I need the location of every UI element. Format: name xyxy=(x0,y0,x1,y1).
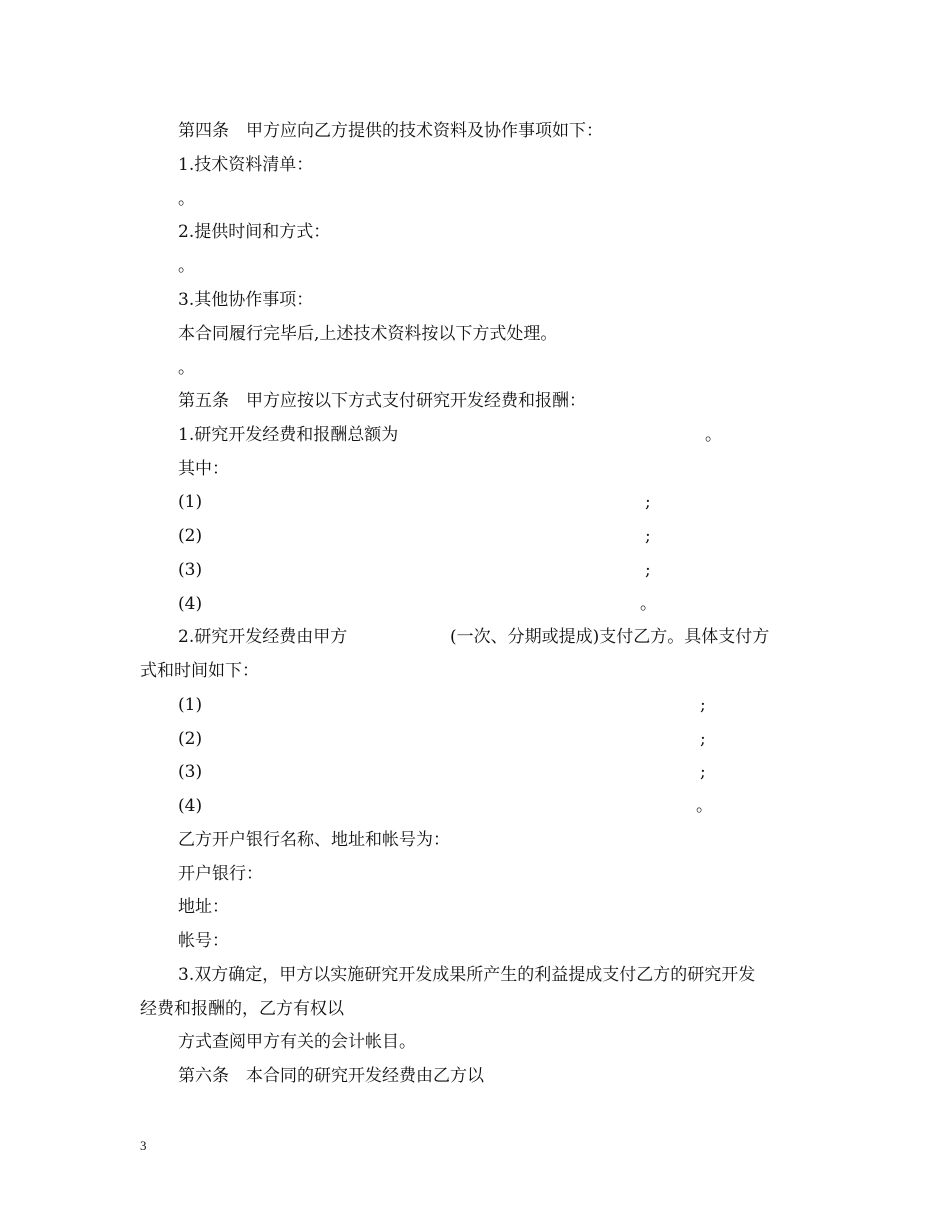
article-5-item-2-continued: 式和时间如下： xyxy=(140,661,259,681)
article-4-item-2: 2.提供时间和方式： xyxy=(178,222,331,242)
article-5-sub-4-end: 。 xyxy=(640,594,657,614)
article-5-item-3-part-b: 经费和报酬的，乙方有权以 xyxy=(140,999,344,1019)
article-5-among: 其中： xyxy=(178,459,229,479)
article-5-item-2-part-b: (一次、分期或提成)支付乙方。具体支付方 xyxy=(450,627,770,647)
article-6-title: 第六条 本合同的研究开发经费由乙方以 xyxy=(178,1066,484,1086)
bank-address-label: 地址： xyxy=(178,897,229,917)
article-5-sub-2-end: ; xyxy=(645,526,651,546)
article-5-item-3-part-c: 方式查阅甲方有关的会计帐目。 xyxy=(178,1032,416,1052)
payment-sub-3-end: ; xyxy=(700,762,706,782)
article-4-item-1: 1.技术资料清单： xyxy=(178,155,314,175)
article-5-sub-3-end: ; xyxy=(645,560,651,580)
article-4-title: 第四条 甲方应向乙方提供的技术资料及协作事项如下： xyxy=(178,121,603,141)
article-5-sub-1: (1) xyxy=(178,492,203,512)
bank-account-label: 帐号： xyxy=(178,931,229,951)
article-5-sub-1-end: ; xyxy=(645,492,651,512)
article-5-item-1-end: 。 xyxy=(705,425,722,445)
article-4-after-blank: 。 xyxy=(178,358,195,378)
article-5-sub-4: (4) xyxy=(178,594,203,614)
page-number: 3 xyxy=(140,1138,147,1153)
payment-sub-4-end: 。 xyxy=(696,796,713,816)
article-4-after: 本合同履行完毕后,上述技术资料按以下方式处理。 xyxy=(178,324,558,344)
payment-sub-2: (2) xyxy=(178,729,203,749)
article-4-item-1-blank: 。 xyxy=(178,189,195,209)
payment-sub-2-end: ; xyxy=(700,729,706,749)
article-4-item-2-blank: 。 xyxy=(178,256,195,276)
article-5-sub-2: (2) xyxy=(178,526,203,546)
article-5-title: 第五条 甲方应按以下方式支付研究开发经费和报酬： xyxy=(178,391,586,411)
payment-sub-1-end: ; xyxy=(700,695,706,715)
article-4-item-3: 3.其他协作事项： xyxy=(178,290,314,310)
article-5-item-3-part-a: 3.双方确定，甲方以实施研究开发成果所产生的利益提成支付乙方的研究开发 xyxy=(178,965,756,985)
payment-sub-3: (3) xyxy=(178,762,203,782)
article-5-sub-3: (3) xyxy=(178,560,203,580)
bank-name-label: 开户银行： xyxy=(178,864,263,884)
payment-sub-1: (1) xyxy=(178,695,203,715)
payment-sub-4: (4) xyxy=(178,796,203,816)
article-5-item-2-part-a: 2.研究开发经费由甲方 xyxy=(178,627,348,647)
article-5-item-1: 1.研究开发经费和报酬总额为 xyxy=(178,425,399,445)
bank-intro: 乙方开户银行名称、地址和帐号为： xyxy=(178,830,450,850)
